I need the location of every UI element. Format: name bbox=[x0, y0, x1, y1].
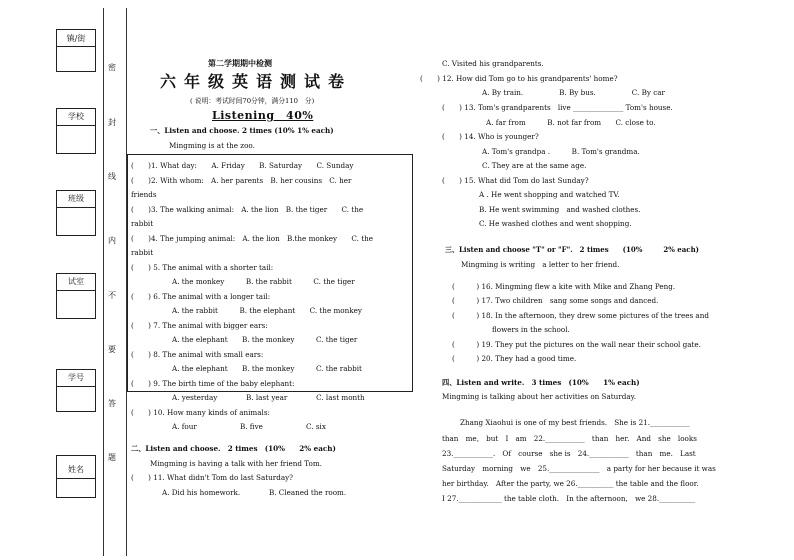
seal-char: 内 bbox=[108, 236, 116, 245]
question-15-option-c: C. He washed clothes and went shopping. bbox=[479, 219, 632, 228]
question-15-option-b: B. He went swimming and washed clothes. bbox=[479, 205, 641, 214]
question-14[interactable]: ( ) 14. Who is younger? bbox=[442, 132, 539, 141]
passage-line-6[interactable]: I 27.____________ the table cloth. In the afternoon, we 28.__________ bbox=[442, 494, 696, 503]
question-4-cont: rabbit bbox=[131, 248, 154, 257]
section-2-intro: Mingming is having a talk with her friend Tom. bbox=[150, 459, 322, 468]
question-4[interactable]: ( )4. The jumping animal: A. the lion B.the monkey C. the bbox=[131, 234, 373, 243]
exam-term: 第二学期期中检测 bbox=[208, 58, 272, 68]
section-4-title: 四、Listen and write. 3 times (10% 1% each) bbox=[442, 378, 640, 387]
question-18-cont: flowers in the school. bbox=[492, 325, 570, 334]
question-3-cont: rabbit bbox=[131, 219, 154, 228]
question-6-options: A. the rabbit B. the elephant C. the monkey bbox=[172, 306, 362, 315]
question-20[interactable]: ( ) 20. They had a good time. bbox=[452, 354, 577, 363]
school-label: 学校 bbox=[57, 109, 95, 126]
question-2-cont: friends bbox=[131, 190, 157, 199]
student-id-label: 学号 bbox=[57, 370, 95, 387]
name-box[interactable] bbox=[56, 455, 96, 498]
question-12-options: A. By train. B. By bus. C. By car bbox=[482, 88, 665, 97]
passage-line-3[interactable]: 23.___________. Of course she is 24.___________ than me. Last bbox=[442, 449, 696, 458]
name-label: 姓名 bbox=[57, 462, 95, 479]
seal-char: 密 bbox=[108, 63, 116, 72]
question-10[interactable]: ( ) 10. How many kinds of animals: bbox=[131, 408, 270, 417]
exam-room-label: 试室 bbox=[57, 274, 95, 291]
section-2-title: 二、Listen and choose. 2 times (10% 2% each) bbox=[131, 444, 336, 453]
student-id-box[interactable] bbox=[56, 369, 96, 412]
question-1[interactable]: ( )1. What day: A. Friday B. Saturday C. Sunday bbox=[131, 161, 354, 170]
question-9-options: A. yesterday B. last year C. last month bbox=[172, 393, 365, 402]
seal-char: 封 bbox=[108, 118, 116, 127]
school-box[interactable] bbox=[56, 108, 96, 154]
seal-char: 线 bbox=[108, 172, 116, 181]
question-11[interactable]: ( ) 11. What didn't Tom do last Saturday? bbox=[131, 473, 294, 482]
question-16[interactable]: ( ) 16. Mingming flew a kite with Mike and Zhang Peng. bbox=[452, 282, 676, 291]
town-box[interactable] bbox=[56, 29, 96, 72]
class-label: 班级 bbox=[57, 191, 95, 208]
seal-char: 不 bbox=[108, 291, 116, 300]
question-7[interactable]: ( ) 7. The animal with bigger ears: bbox=[131, 321, 268, 330]
question-19[interactable]: ( ) 19. They put the pictures on the wall near their school gate. bbox=[452, 340, 701, 349]
question-5[interactable]: ( ) 5. The animal with a shorter tail: bbox=[131, 263, 274, 272]
question-8-options: A. the elephant B. the monkey C. the rabbit bbox=[172, 364, 362, 373]
question-6[interactable]: ( ) 6. The animal with a longer tail: bbox=[131, 292, 271, 301]
passage-line-4[interactable]: Saturday morning we 25.______________ a party for her because it was bbox=[442, 464, 716, 473]
passage-line-2[interactable]: than me, but I am 22.___________ than her. And she looks bbox=[442, 434, 697, 443]
question-8[interactable]: ( ) 8. The animal with small ears: bbox=[131, 350, 264, 359]
question-9[interactable]: ( ) 9. The birth time of the baby elephant: bbox=[131, 379, 295, 388]
seal-char: 答 bbox=[108, 399, 116, 408]
exam-note: ( 说明：考试时间70分钟，满分110 分) bbox=[190, 97, 315, 105]
section-1-intro: Mingming is at the zoo. bbox=[169, 141, 255, 150]
question-18[interactable]: ( ) 18. In the afternoon, they drew some pictures of the trees and bbox=[452, 311, 709, 320]
question-11-option-c: C. Visited his grandparents. bbox=[442, 59, 544, 68]
question-3[interactable]: ( )3. The walking animal: A. the lion B. the tiger C. the bbox=[131, 205, 364, 214]
section-3-intro: Mingming is writing a letter to her friend. bbox=[461, 260, 620, 269]
seal-line-strip bbox=[103, 8, 127, 556]
question-14-options: A. Tom's grandpa . B. Tom's grandma. bbox=[482, 147, 640, 156]
question-15[interactable]: ( ) 15. What did Tom do last Sunday? bbox=[442, 176, 589, 185]
section-1-title: 一、Listen and choose. 2 times (10% 1% each) bbox=[150, 126, 334, 135]
section-4-intro: Mingming is talking about her activities on Saturday. bbox=[442, 392, 636, 401]
class-box[interactable] bbox=[56, 190, 96, 236]
passage-line-1[interactable]: Zhang Xiaohui is one of my best friends. She is 21.___________ bbox=[460, 418, 690, 427]
question-11-options: A. Did his homework. B. Cleaned the room. bbox=[162, 488, 347, 497]
page-title: 六年级英语测试卷 bbox=[160, 72, 353, 91]
question-2[interactable]: ( )2. With whom: A. her parents B. her cousins C. her bbox=[131, 176, 352, 185]
section-3-title: 三、Listen and choose "T" or "F". 2 times (10% 2% each) bbox=[445, 245, 699, 254]
question-13[interactable]: ( ) 13. Tom's grandparents live ______________ Tom's house. bbox=[442, 103, 673, 112]
question-15-option-a: A . He went shopping and watched TV. bbox=[479, 190, 620, 199]
town-label: 镇/街 bbox=[57, 32, 95, 47]
question-13-options: A. far from B. not far from C. close to. bbox=[486, 118, 656, 127]
question-14-option-c: C. They are at the same age. bbox=[482, 161, 587, 170]
seal-char: 要 bbox=[108, 345, 116, 354]
listening-heading: Listening 40% bbox=[212, 109, 314, 122]
passage-line-5[interactable]: her birthday. After the party, we 26.__________ the table and the floor. bbox=[442, 479, 699, 488]
question-17[interactable]: ( ) 17. Two children sang some songs and danced. bbox=[452, 296, 659, 305]
question-7-options: A. the elephant B. the monkey C. the tiger bbox=[172, 335, 358, 344]
question-10-options: A. four B. five C. six bbox=[172, 422, 326, 431]
question-12[interactable]: ( ) 12. How did Tom go to his grandparents' home? bbox=[420, 74, 618, 83]
question-5-options: A. the monkey B. the rabbit C. the tiger bbox=[172, 277, 355, 286]
exam-room-box[interactable] bbox=[56, 273, 96, 319]
seal-char: 题 bbox=[108, 453, 116, 462]
